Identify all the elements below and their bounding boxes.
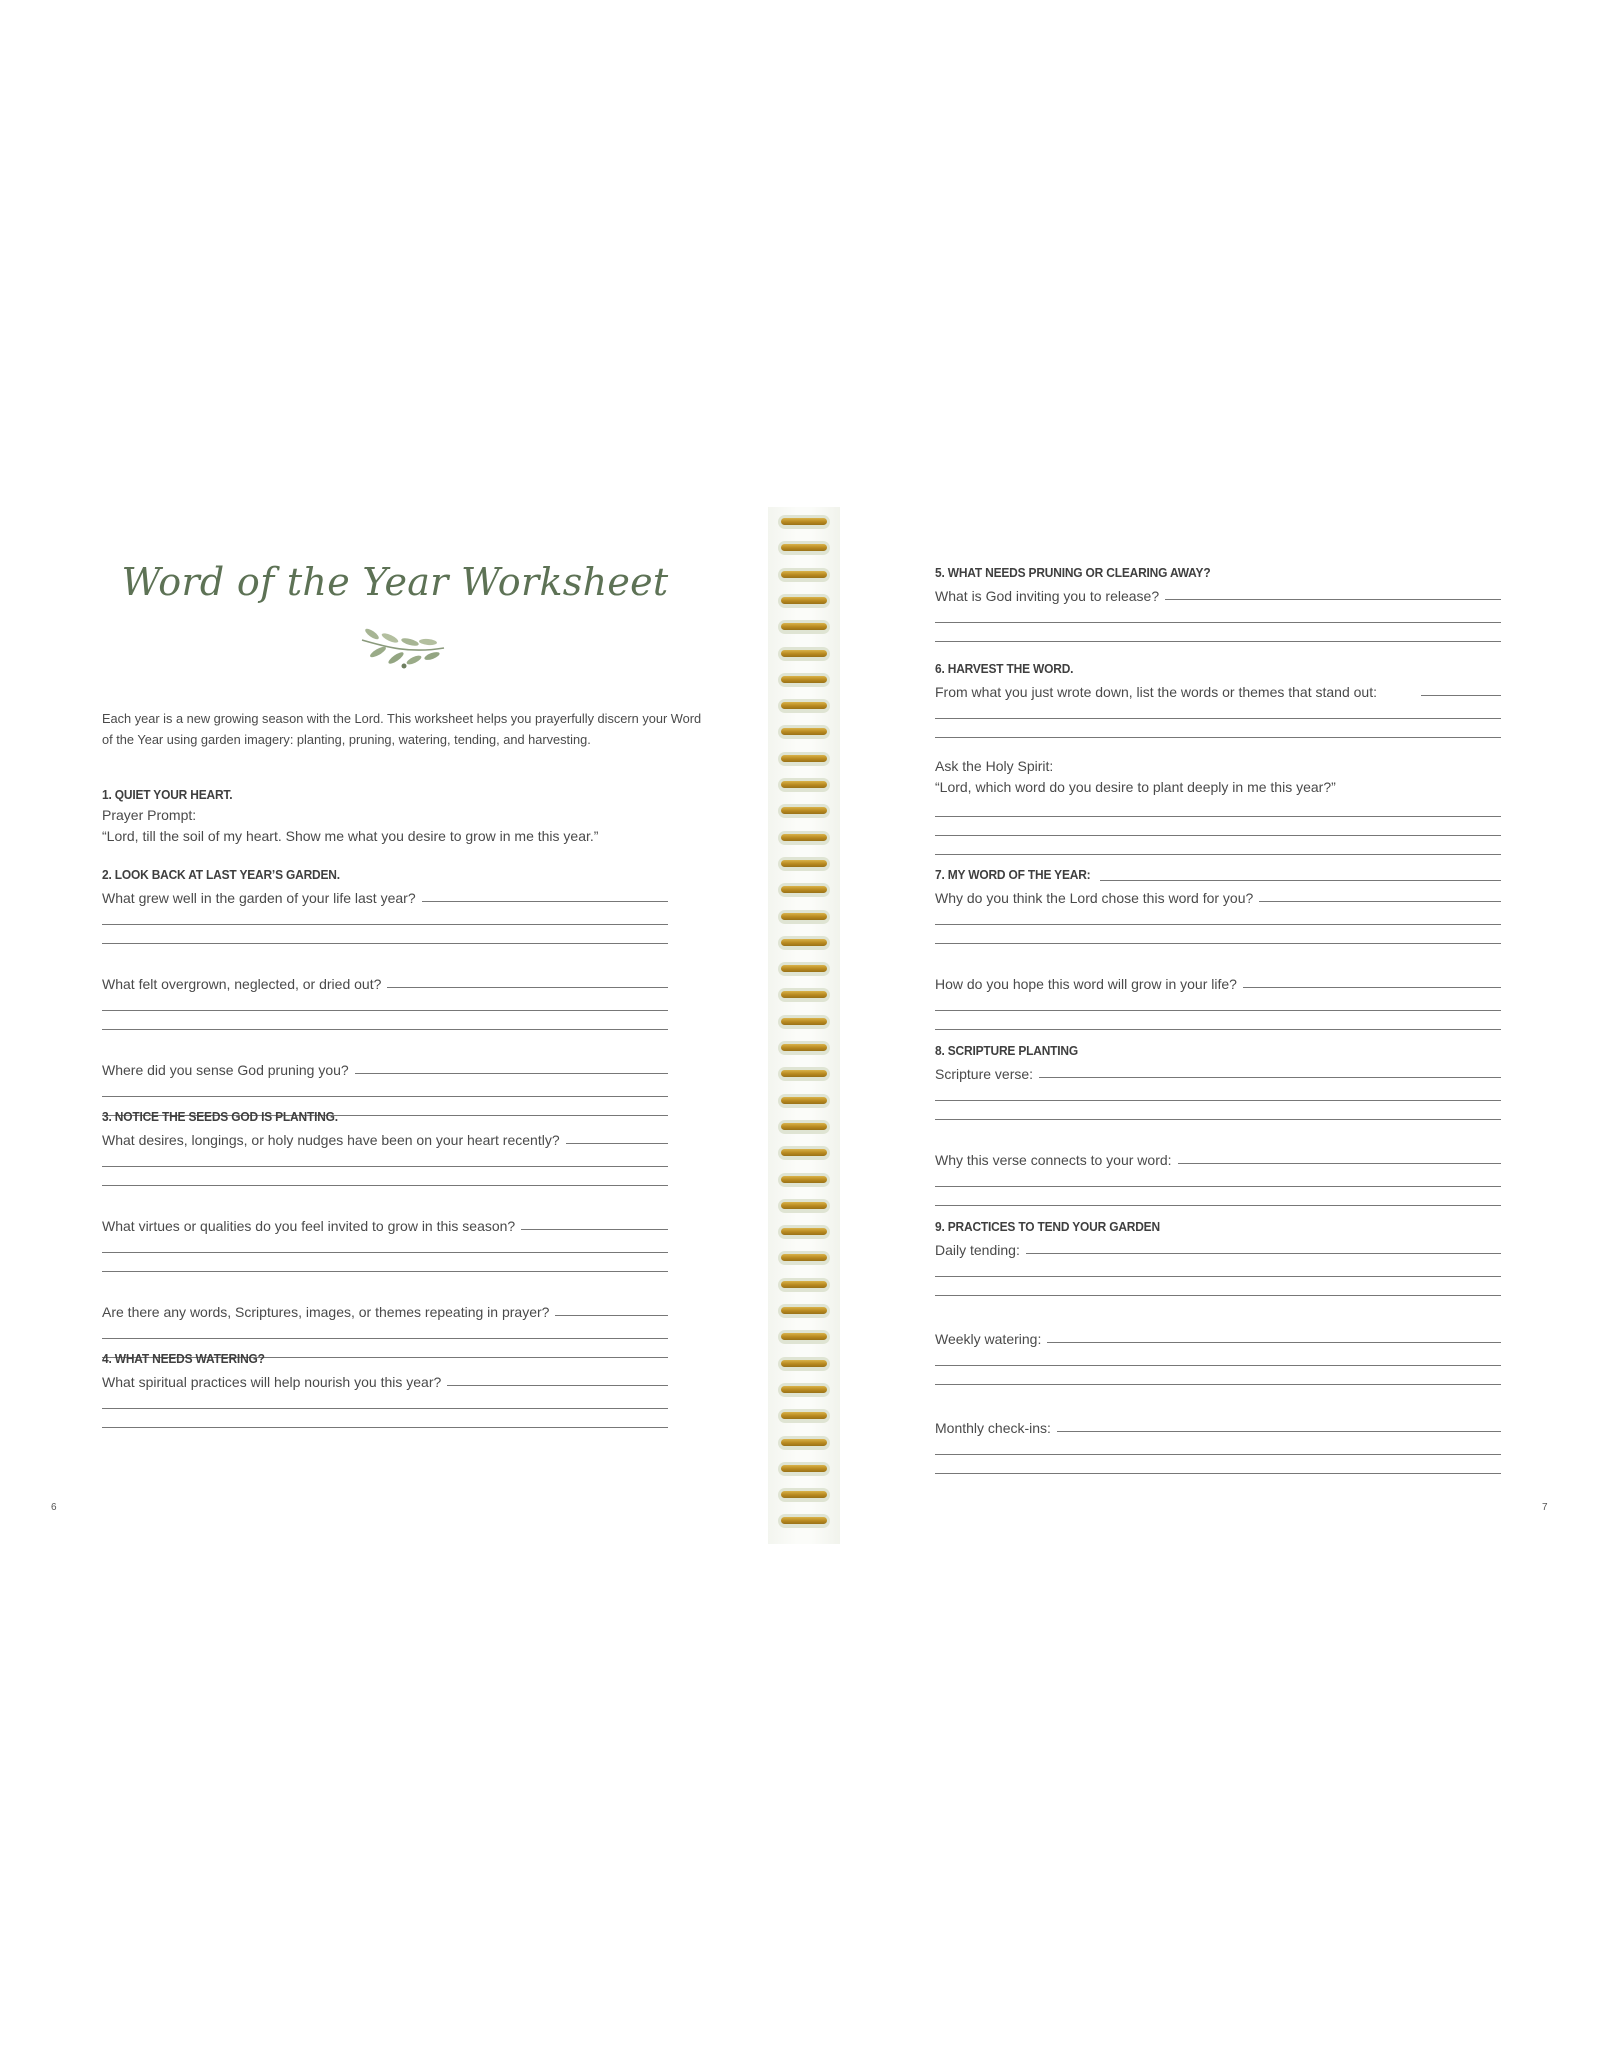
question-label: How do you hope this word will grow in your life? bbox=[935, 976, 1237, 992]
spiral-coil bbox=[778, 962, 830, 976]
answer-line[interactable] bbox=[1057, 1431, 1501, 1432]
word-of-year-line[interactable] bbox=[1100, 880, 1501, 881]
section-notice-seeds bbox=[102, 1106, 668, 1358]
spiral-coil bbox=[778, 804, 830, 818]
question-label: What grew well in the garden of your life last year? bbox=[102, 890, 416, 906]
prayer-prompt-label: Prayer Prompt: bbox=[102, 807, 197, 823]
prayer-prompt-text: “Lord, till the soil of my heart. Show me what you desire to grow in me this year.” bbox=[102, 828, 599, 844]
answer-row[interactable] bbox=[102, 885, 668, 906]
answer-line[interactable] bbox=[935, 836, 1501, 855]
answer-line[interactable] bbox=[447, 1385, 668, 1386]
answer-line[interactable] bbox=[935, 719, 1501, 738]
answer-line[interactable] bbox=[935, 1168, 1501, 1187]
answer-line[interactable] bbox=[1243, 987, 1501, 988]
question-label: What felt overgrown, neglected, or dried out? bbox=[102, 976, 382, 992]
ask-holy-spirit-prayer: “Lord, which word do you desire to plant deeply in me this year?” bbox=[935, 779, 1336, 795]
question-label: Are there any words, Scriptures, images, or themes repeating in prayer? bbox=[102, 1304, 550, 1320]
answer-line[interactable] bbox=[102, 1253, 668, 1272]
answer-row[interactable] bbox=[935, 679, 1501, 700]
answer-line[interactable] bbox=[355, 1073, 668, 1074]
spiral-coil bbox=[778, 1436, 830, 1450]
answer-row[interactable] bbox=[935, 1415, 1501, 1436]
answer-line[interactable] bbox=[1047, 1342, 1501, 1343]
section-quiet-heart bbox=[102, 784, 668, 847]
spiral-coil bbox=[778, 1330, 830, 1344]
answer-row[interactable] bbox=[102, 1213, 668, 1234]
spiral-coil bbox=[778, 1409, 830, 1423]
spiral-coil bbox=[778, 936, 830, 950]
answer-line[interactable] bbox=[935, 906, 1501, 925]
answer-line[interactable] bbox=[566, 1143, 668, 1144]
spiral-coil bbox=[778, 568, 830, 582]
answer-line[interactable] bbox=[1165, 599, 1501, 600]
answer-line[interactable] bbox=[102, 1320, 668, 1339]
page-title: Word of the Year Worksheet bbox=[121, 560, 669, 604]
spiral-coil bbox=[778, 1251, 830, 1265]
section-look-back bbox=[102, 864, 668, 1116]
answer-line[interactable] bbox=[102, 1011, 668, 1030]
question-label: Why do you think the Lord chose this word for you? bbox=[935, 890, 1254, 906]
section-heading: 7. MY WORD OF THE YEAR: bbox=[935, 867, 1091, 882]
spiral-coil bbox=[778, 1304, 830, 1318]
answer-line[interactable] bbox=[102, 925, 668, 944]
answer-line[interactable] bbox=[935, 817, 1501, 836]
question-label: Weekly watering: bbox=[935, 1331, 1042, 1347]
question-label: From what you just wrote down, list the words or themes that stand out: bbox=[935, 684, 1377, 700]
answer-line[interactable] bbox=[1259, 901, 1501, 902]
answer-line[interactable] bbox=[935, 1347, 1501, 1366]
answer-line[interactable] bbox=[422, 901, 668, 902]
spiral-coil bbox=[778, 857, 830, 871]
answer-row[interactable] bbox=[102, 1369, 668, 1390]
question-label: Why this verse connects to your word: bbox=[935, 1152, 1172, 1168]
answer-line[interactable] bbox=[935, 700, 1501, 719]
answer-row[interactable] bbox=[935, 1147, 1501, 1168]
answer-row[interactable] bbox=[102, 1127, 668, 1148]
answer-line[interactable] bbox=[1039, 1077, 1501, 1078]
spiral-coil bbox=[778, 541, 830, 555]
spiral-coil bbox=[778, 1383, 830, 1397]
spiral-coil bbox=[778, 883, 830, 897]
spiral-coil bbox=[778, 1514, 830, 1528]
answer-line[interactable] bbox=[935, 1082, 1501, 1101]
spiral-coil bbox=[778, 725, 830, 739]
answer-line[interactable] bbox=[387, 987, 668, 988]
answer-line[interactable] bbox=[935, 1366, 1501, 1385]
section-heading: 5. WHAT NEEDS PRUNING OR CLEARING AWAY? bbox=[935, 565, 1211, 580]
section-heading: 2. LOOK BACK AT LAST YEAR’S GARDEN. bbox=[102, 867, 340, 882]
spiral-coil bbox=[778, 831, 830, 845]
question-label: Daily tending: bbox=[935, 1242, 1020, 1258]
answer-row[interactable] bbox=[102, 1299, 668, 1320]
question-label: Where did you sense God pruning you? bbox=[102, 1062, 349, 1078]
spiral-coil bbox=[778, 1199, 830, 1213]
answer-line[interactable] bbox=[521, 1229, 668, 1230]
answer-line[interactable] bbox=[1026, 1253, 1501, 1254]
section-my-word bbox=[935, 864, 1501, 1030]
answer-line[interactable] bbox=[935, 604, 1501, 623]
spiral-coil bbox=[778, 699, 830, 713]
page-number-left: 6 bbox=[51, 1502, 57, 1513]
spiral-coil bbox=[778, 620, 830, 634]
spiral-coil bbox=[778, 1357, 830, 1371]
spiral-coil bbox=[778, 1462, 830, 1476]
spiral-coil bbox=[778, 752, 830, 766]
question-label: Monthly check-ins: bbox=[935, 1420, 1051, 1436]
answer-row[interactable] bbox=[102, 971, 668, 992]
question-label: What is God inviting you to release? bbox=[935, 588, 1160, 604]
spiral-coil bbox=[778, 1094, 830, 1108]
spiral-coil bbox=[778, 1146, 830, 1160]
answer-line[interactable] bbox=[102, 1390, 668, 1409]
spiral-coil bbox=[778, 1015, 830, 1029]
spiral-coil bbox=[778, 1173, 830, 1187]
answer-line[interactable] bbox=[935, 992, 1501, 1011]
spiral-coil bbox=[778, 1488, 830, 1502]
answer-line[interactable] bbox=[102, 1078, 668, 1097]
answer-line[interactable] bbox=[935, 1277, 1501, 1296]
spiral-coil bbox=[778, 673, 830, 687]
answer-line[interactable] bbox=[935, 1258, 1501, 1277]
section-scripture bbox=[935, 1040, 1501, 1206]
section-heading: 4. WHAT NEEDS WATERING? bbox=[102, 1351, 265, 1366]
answer-row[interactable] bbox=[935, 885, 1501, 906]
question-label: Scripture verse: bbox=[935, 1066, 1034, 1082]
spiral-coil bbox=[778, 910, 830, 924]
answer-row[interactable] bbox=[102, 1057, 668, 1078]
answer-row[interactable] bbox=[935, 583, 1501, 604]
answer-line[interactable] bbox=[935, 1187, 1501, 1206]
answer-line[interactable] bbox=[555, 1315, 668, 1316]
answer-line[interactable] bbox=[102, 1234, 668, 1253]
answer-line[interactable] bbox=[102, 906, 668, 925]
answer-row[interactable] bbox=[935, 1326, 1501, 1347]
answer-row[interactable] bbox=[935, 1061, 1501, 1082]
answer-row[interactable] bbox=[935, 971, 1501, 992]
intro-paragraph: Each year is a new growing season with the Lord. This worksheet helps you prayerfully discern your Word of the Year using garden imagery: planting, pruning, watering, tending, and harvesting. bbox=[102, 711, 702, 747]
answer-line[interactable] bbox=[102, 1148, 668, 1167]
section-watering bbox=[102, 1348, 668, 1428]
page-number-right: 7 bbox=[1542, 1502, 1548, 1513]
answer-line[interactable] bbox=[935, 1455, 1501, 1474]
section-practices bbox=[935, 1216, 1501, 1474]
spiral-coil bbox=[778, 515, 830, 529]
section-harvest bbox=[935, 658, 1501, 855]
word-of-year-row[interactable] bbox=[935, 864, 1501, 885]
answer-line[interactable] bbox=[935, 798, 1501, 817]
spiral-coil bbox=[778, 1067, 830, 1081]
answer-line[interactable] bbox=[1178, 1163, 1501, 1164]
olive-sprig-icon bbox=[358, 624, 448, 672]
answer-line[interactable] bbox=[102, 1409, 668, 1428]
answer-line[interactable] bbox=[935, 623, 1501, 642]
spiral-coil bbox=[778, 1120, 830, 1134]
spiral-coil bbox=[778, 778, 830, 792]
section-heading: 1. QUIET YOUR HEART. bbox=[102, 787, 233, 802]
answer-line[interactable] bbox=[935, 1436, 1501, 1455]
answer-row[interactable] bbox=[935, 1237, 1501, 1258]
answer-line[interactable] bbox=[102, 992, 668, 1011]
question-label: What spiritual practices will help nourish you this year? bbox=[102, 1374, 442, 1390]
spiral-coil bbox=[778, 1225, 830, 1239]
spiral-coil bbox=[778, 1041, 830, 1055]
section-heading: 8. SCRIPTURE PLANTING bbox=[935, 1043, 1079, 1058]
answer-line[interactable] bbox=[935, 925, 1501, 944]
spiral-coil bbox=[778, 1278, 830, 1292]
spiral-coil bbox=[778, 988, 830, 1002]
section-heading: 6. HARVEST THE WORD. bbox=[935, 661, 1074, 676]
answer-line[interactable] bbox=[102, 1167, 668, 1186]
question-label: What desires, longings, or holy nudges have been on your heart recently? bbox=[102, 1132, 560, 1148]
spiral-coil bbox=[778, 594, 830, 608]
section-pruning bbox=[935, 562, 1501, 642]
ask-holy-spirit-label: Ask the Holy Spirit: bbox=[935, 758, 1054, 774]
question-label: What virtues or qualities do you feel invited to grow in this season? bbox=[102, 1218, 516, 1234]
spiral-coil bbox=[778, 647, 830, 661]
section-heading: 9. PRACTICES TO TEND YOUR GARDEN bbox=[935, 1219, 1160, 1234]
answer-line[interactable] bbox=[935, 1101, 1501, 1120]
answer-line[interactable] bbox=[1421, 695, 1501, 696]
answer-line[interactable] bbox=[935, 1011, 1501, 1030]
section-heading: 3. NOTICE THE SEEDS GOD IS PLANTING. bbox=[102, 1109, 338, 1124]
